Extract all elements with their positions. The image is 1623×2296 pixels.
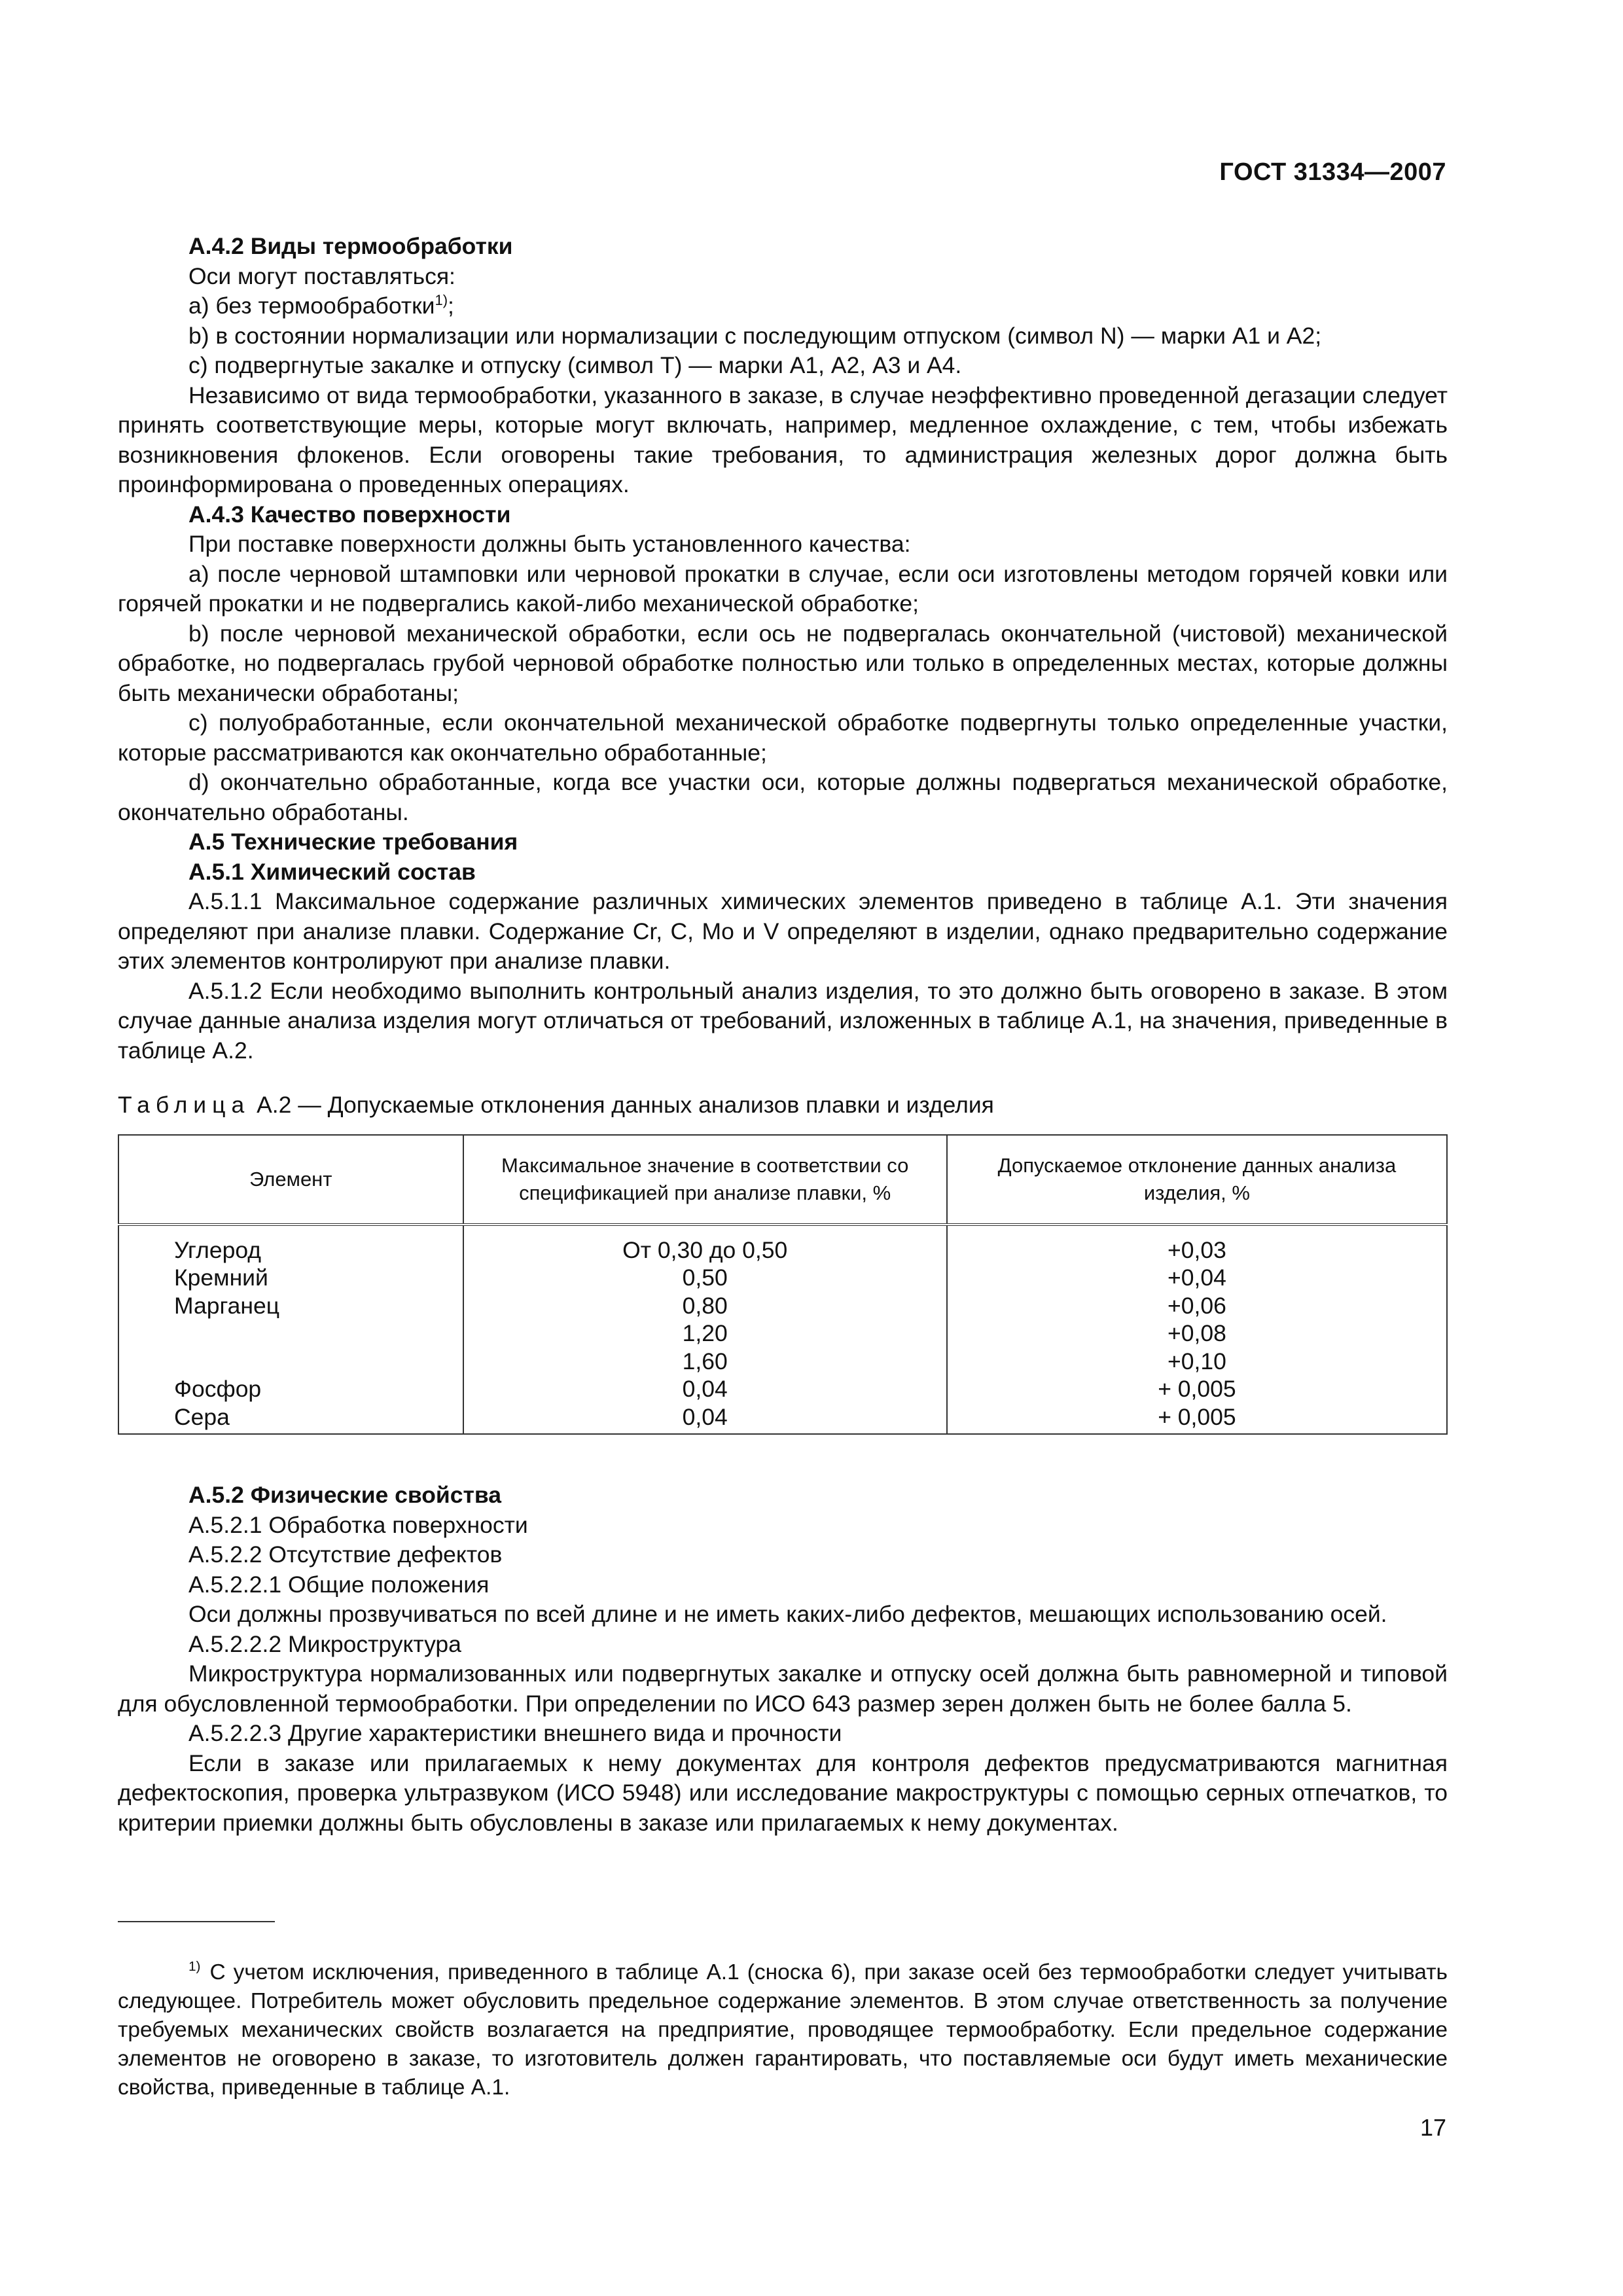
section-heading-a52: А.5.2 Физические свойства bbox=[188, 1482, 501, 1508]
footnote-reference: 1) bbox=[435, 291, 448, 308]
table-cell: Кремний bbox=[118, 1264, 463, 1292]
subsection-heading: А.5.2.2.3 Другие характеристики внешнего вида и прочности bbox=[188, 1720, 842, 1746]
subsection-heading: А.5.2.2 Отсутствие дефектов bbox=[188, 1541, 503, 1568]
table-cell: 0,50 bbox=[463, 1264, 947, 1292]
list-item: d) окончательно обработанные, когда все участки оси, которые должны подвергаться механической обработке, окончательно обработаны. bbox=[118, 769, 1448, 825]
table-cell: + 0,005 bbox=[947, 1375, 1447, 1403]
table-header-row bbox=[118, 1135, 1447, 1225]
list-item-text: a) без термообработки bbox=[188, 293, 435, 319]
table-cell: +0,08 bbox=[947, 1319, 1447, 1348]
table-row bbox=[118, 1375, 1447, 1403]
table-cell: Марганец bbox=[118, 1292, 463, 1320]
list-item-end: ; bbox=[448, 293, 454, 319]
section-heading-a42: А.4.2 Виды термообработки bbox=[188, 233, 513, 259]
paragraph: А.5.1.1 Максимальное содержание различных химических элементов приведено в таблице А.1. Эти значения определяют при анализе плавки. Содержание Cr, C, Mo и V определяют в изделии, однако предварительно содержание этих элементов контролируют при анализе плавки. bbox=[118, 888, 1448, 974]
table-caption bbox=[118, 1090, 1448, 1121]
paragraph: Если в заказе или прилагаемых к нему документах для контроля дефектов предусматриваются магнитная дефектоскопия, проверка ультразвуком (ИСО 5948) или исследование макроструктуры с помощью серных отпечатков, то критерии приемки должны быть обусловлены в заказе или прилагаемых к нему документах. bbox=[118, 1749, 1448, 1836]
section-heading-a43: А.4.3 Качество поверхности bbox=[188, 501, 511, 528]
list-item: b) в состоянии нормализации или нормализации с последующим отпуском (символ N) — марки А1 и А2; bbox=[188, 322, 1322, 349]
table-cell: +0,06 bbox=[947, 1292, 1447, 1320]
table-cell: 0,80 bbox=[463, 1292, 947, 1320]
document-body bbox=[118, 232, 1448, 1838]
subsection-heading: А.5.2.2.1 Общие положения bbox=[188, 1571, 490, 1598]
table-cell: +0,03 bbox=[947, 1225, 1447, 1265]
paragraph: Оси должны прозвучиваться по всей длине и не иметь каких-либо дефектов, мешающих использованию осей. bbox=[188, 1601, 1387, 1627]
table-row bbox=[118, 1319, 1447, 1348]
paragraph: Независимо от вида термообработки, указанного в заказе, в случае неэффективно проведенной дегазации следует принять соответствующие меры, которые могут включать, например, медленное охлаждение, с тем, чтобы избежать возникновения флокенов. Если оговорены такие требования, то администрация железных дорог должна быть проинформирована о проведенных операциях. bbox=[118, 382, 1448, 497]
paragraph: Оси могут поставляться: bbox=[188, 262, 455, 289]
paragraph: При поставке поверхности должны быть установленного качества: bbox=[188, 531, 911, 557]
table-row bbox=[118, 1264, 1447, 1292]
list-item: c) полуобработанные, если окончательной механической обработке подвергнуты только определенные участки, которые рассматриваются как окончательно обработанные; bbox=[118, 709, 1448, 766]
table-cell: +0,10 bbox=[947, 1348, 1447, 1376]
footnote-mark: 1) bbox=[188, 1959, 201, 1975]
table-cell: Углерод bbox=[118, 1225, 463, 1265]
list-item: a) после черновой штамповки или черновой прокатки в случае, если оси изготовлены методом горячей ковки или горячей прокатки и не подвергались какой-либо механической обработке; bbox=[118, 560, 1448, 617]
table-row bbox=[118, 1403, 1447, 1435]
column-header: Элемент bbox=[118, 1135, 463, 1225]
section-heading-a5: А.5 Технические требования bbox=[188, 829, 518, 855]
footnote bbox=[118, 1958, 1448, 2102]
table-cell: От 0,30 до 0,50 bbox=[463, 1225, 947, 1265]
list-item: c) подвергнутые закалке и отпуску (символ Т) — марки А1, А2, А3 и А4. bbox=[188, 352, 962, 378]
table-cell: Сера bbox=[118, 1403, 463, 1435]
document-code: ГОСТ 31334—2007 bbox=[1219, 158, 1446, 186]
section-heading-a51: А.5.1 Химический состав bbox=[188, 858, 476, 885]
table-cell: 0,04 bbox=[463, 1403, 947, 1435]
list-item: b) после черновой механической обработки, если ось не подвергалась окончательной (чистовой) механической обработке, но подвергалась грубой черновой обработке полностью или только в определенных местах, которые должны быть механически обработаны; bbox=[118, 620, 1448, 706]
paragraph: А.5.1.2 Если необходимо выполнить контрольный анализ изделия, то это должно быть оговорено в заказе. В этом случае данные анализа изделия могут отличаться от требований, изложенных в таблице А.1, на значения, приведенные в таблице А.2. bbox=[118, 977, 1448, 1064]
page-number: 17 bbox=[1419, 2114, 1446, 2141]
table-cell bbox=[118, 1319, 463, 1348]
table-cell: Фосфор bbox=[118, 1375, 463, 1403]
table-cell: + 0,005 bbox=[947, 1403, 1447, 1435]
subsection-heading: А.5.2.1 Обработка поверхности bbox=[188, 1511, 528, 1538]
table-cell bbox=[118, 1348, 463, 1376]
table-row bbox=[118, 1348, 1447, 1376]
table-caption-word: Таблица bbox=[118, 1092, 251, 1118]
paragraph: Микроструктура нормализованных или подвергнутых закалке и отпуску осей должна быть равномерной и типовой для обусловленной термообработки. При определении по ИСО 643 размер зерен должен быть не более балла 5. bbox=[118, 1660, 1448, 1717]
column-header: Максимальное значение в соответствии со спецификацией при анализе плавки, % bbox=[463, 1135, 947, 1225]
list-item bbox=[118, 291, 1448, 321]
table-cell: +0,04 bbox=[947, 1264, 1447, 1292]
deviation-table bbox=[118, 1134, 1448, 1435]
footnote-separator bbox=[118, 1921, 275, 1922]
table-cell: 1,20 bbox=[463, 1319, 947, 1348]
table-row bbox=[118, 1292, 1447, 1320]
subsection-heading: А.5.2.2.2 Микроструктура bbox=[188, 1630, 461, 1657]
footnote-text: С учетом исключения, приведенного в таблице А.1 (сноска 6), при заказе осей без термообработки следует учитывать следующее. Потребитель может обусловить предельное содержание элементов. В этом случае ответственность за получение требуемых механических свойств возлагается на предприятие, проводящее термообработку. Если предельное содержание элементов не оговорено в заказе, то изготовитель должен гарантировать, что поставляемые оси будут иметь механические свойства, приведенные в таблице А.1. bbox=[118, 1960, 1448, 2100]
table-cell: 0,04 bbox=[463, 1375, 947, 1403]
table-row bbox=[118, 1225, 1447, 1265]
table-caption-text: А.2 — Допускаемые отклонения данных анализов плавки и изделия bbox=[257, 1092, 994, 1118]
table-cell: 1,60 bbox=[463, 1348, 947, 1376]
column-header: Допускаемое отклонение данных анализа изделия, % bbox=[947, 1135, 1447, 1225]
